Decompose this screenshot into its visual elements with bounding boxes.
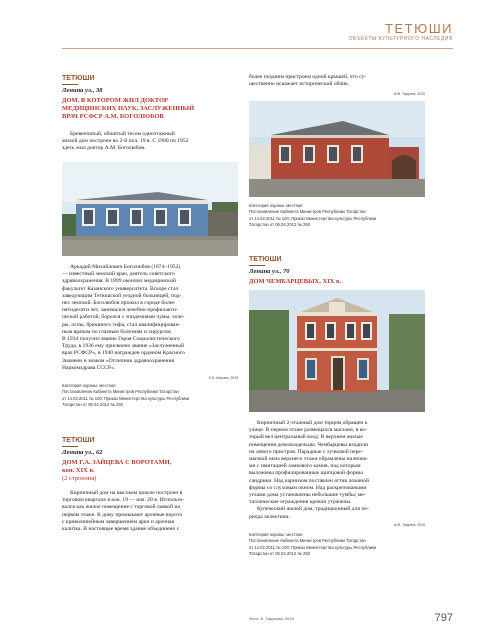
text-line: Кирпичный дом на высоком цоколе построен в (70, 490, 183, 496)
text-line: здравоохранения. В 1899 окончил медицинский (62, 278, 176, 285)
header-subtitle: ОБЪЕКТЫ КУЛЬТУРНОГО НАСЛЕДИЯ (348, 36, 453, 42)
section3-address: Ленина ул., 70 (249, 268, 290, 275)
legal-line: Категория охраны: местная (62, 383, 116, 388)
legal-line: Постановление Кабинета Министров Республики Татарстан (249, 209, 366, 215)
section1-name-line: ДОМ, В КОТОРОМ ЖИЛ ДОКТОР (62, 97, 169, 104)
legal-line: Категория охраны: местная (249, 532, 303, 537)
section2-rule (62, 446, 78, 447)
text-line: ми с имитацией замкового камня, над которым (249, 463, 361, 470)
section2-city: ТЕТЮШИ (62, 437, 95, 444)
section1-name-line: МЕДИЦИНСКИХ НАУК, ЗАСЛУЖЕННЫЙ (62, 105, 195, 112)
text-line: таллические ограждения кровли утрачены. (249, 499, 352, 506)
photo-bogolyubov-house (62, 162, 238, 256)
legal-line: Постановление Кабинета Министров Республики Татарстан (62, 389, 179, 395)
section2-legal (249, 203, 425, 229)
section1-bio (62, 264, 238, 372)
text-line: сандрики. Над карнизом поставлен аттик ломаной (249, 477, 369, 484)
legal-line: Татарстан от 06.04.2012 № 250 (249, 222, 310, 228)
text-line: углами дома установлены небольшие тумбы; ме- (249, 492, 366, 499)
text-line: ры, оспы, брюшного тифа, стал квалифицирован- (62, 321, 181, 328)
legal-line: Категория охраны: местная (249, 203, 303, 208)
photo-zaitsev-house (249, 101, 425, 197)
text-line: нес земской. Боголюбов прожил в городе более (62, 300, 175, 307)
text-line: Бревенчатый, обшитый тесом одноэтажный (70, 131, 175, 137)
photo-footnote: Фото: А. Тарунова, 2015 (249, 616, 294, 621)
text-line: первом этаже. К дому примыкают арочные ворота (62, 511, 182, 518)
text-line: факультет Казанского университета. Вскоре стал (62, 285, 179, 292)
running-header (349, 22, 453, 43)
section3-credit: А.М. Тарунов, 2015 (393, 523, 425, 527)
section3-body (249, 420, 425, 521)
text-line: вался как жилое помещение с торговой лавкой на (62, 504, 180, 511)
text-line: Кирпичный 2-этажный дом торцом обращен к (257, 420, 368, 426)
legal-line: Постановление Кабинета Министров Республики Татарстан (249, 538, 366, 544)
text-line: более поздним пристроем одной крышей, что су- (249, 74, 367, 80)
header-title: ТЕТЮШИ (385, 21, 453, 36)
section1-address: Ленина ул., 38 (62, 87, 103, 94)
section1-legal (62, 383, 238, 409)
text-line: формы со слуховым окном. Над раскреповаными (249, 484, 367, 491)
section1-city: ТЕТЮШИ (62, 75, 95, 82)
section2-heading (62, 436, 238, 483)
legal-line: Татарстан от 06.04.2012 № 250 (62, 402, 123, 408)
section2-credit: А.М. Тарунов, 2015 (393, 92, 425, 96)
section2-continuation (249, 74, 425, 88)
text-line: торый вел центральный вход. В верхнем жилые (249, 434, 363, 441)
photo-chembartsev-house (249, 290, 425, 412)
text-line: врач РСФСР», в 1940 награжден орденом Красного (62, 350, 185, 357)
page-number: 797 (434, 612, 453, 624)
section3-name: ДОМ ЧЕМБАРЦЕВЫХ, XIX в. (249, 278, 342, 285)
section1-rule (62, 84, 78, 85)
legal-line: от 14.02.2011 № 100; Приказ Министерства культуры Республики (62, 395, 190, 401)
text-line: жилой дом построен во 2-й пол. 19 в. С 1900 по 1952 (62, 138, 189, 145)
legal-line: от 14.02.2011 № 100; Приказ Министерства культуры Республики (249, 544, 377, 550)
section2-sub: (2 строения) (62, 475, 97, 482)
section3-rule (249, 265, 265, 266)
text-line: ным врачом по глазным болезням и хирургом. (62, 328, 173, 335)
text-line: выложены профилированные щипцовой формы (249, 470, 363, 477)
text-line: заведующим Тетюшской уездной больницей, под- (62, 292, 182, 299)
section3-legal (249, 532, 425, 558)
text-line: Знамени и знаком «Отличник здравоохранения (62, 357, 175, 364)
section1-intro (62, 131, 238, 153)
wooden-house-image (62, 162, 238, 256)
text-line: пятидесяти лет, занимался лечебно-профилакти- (62, 307, 178, 314)
section3-heading (249, 255, 425, 286)
text-line: торговом квартале в кон. 19 — нач. 20 в. Использо- (62, 497, 185, 504)
section2-body (62, 490, 238, 533)
legal-line: Татарстан от 06.04.2012 № 250 (249, 551, 310, 557)
text-line: калитка. В настоящее время здание объединено с (62, 526, 180, 533)
section2-name-line: ДОМ Г.А. ЗАЙЦЕВА С ВОРОТАМИ, (62, 459, 172, 466)
section2-name-line: кон. XIX в. (62, 467, 95, 474)
text-line: Наркомздрава СССР». (62, 364, 116, 371)
header-rule (62, 48, 453, 49)
legal-line: от 14.02.2011 № 100; Приказ Министерства культуры Республики (249, 215, 377, 221)
text-line: мычкой окна верхнего этажа обрамлены налична- (249, 456, 369, 463)
text-line: риода эклектики. (249, 513, 290, 520)
text-line: В 1934 получил звание Героя Социалистического (62, 336, 180, 343)
text-line: на левого пристроя. Парадные с лучковой пере- (249, 448, 363, 455)
text-line: Купеческий жилой дом, традиционный для пе- (257, 506, 369, 513)
text-line: помещения домовладельцы. Чембарцевы входили (249, 441, 368, 448)
text-line: с криволинейным завершением арки и арочная (62, 518, 175, 525)
two-storey-house-image (249, 290, 425, 412)
text-line: ческой работой, боролся с эпидемиями чумы, холе- (62, 314, 185, 321)
text-line: — известный земский врач, деятель советского (62, 271, 175, 278)
brick-house-image (249, 101, 425, 197)
section1-credit: Е.Б. Ильина, 2015 (208, 376, 238, 380)
section2-address: Ленина ул., 62 (62, 449, 103, 456)
text-line: Аркадий Михайлович Боголюбов (1874–1952) (70, 264, 181, 270)
text-line: здесь жил доктор А.М. Боголюбов. (62, 145, 146, 152)
text-line: щественно искажает исторический облик. (249, 81, 350, 88)
text-line: Труда, в 1936 ему присвоено звание «Заслуженный (62, 343, 184, 350)
section1-heading (62, 74, 238, 121)
section3-city: ТЕТЮШИ (249, 256, 282, 263)
section1-name-line: ВРАЧ РСФСР А.М. БОГОЛЮБОВ (62, 113, 164, 120)
text-line: улице. В первом этаже размещался магазин, в ко- (249, 427, 367, 434)
